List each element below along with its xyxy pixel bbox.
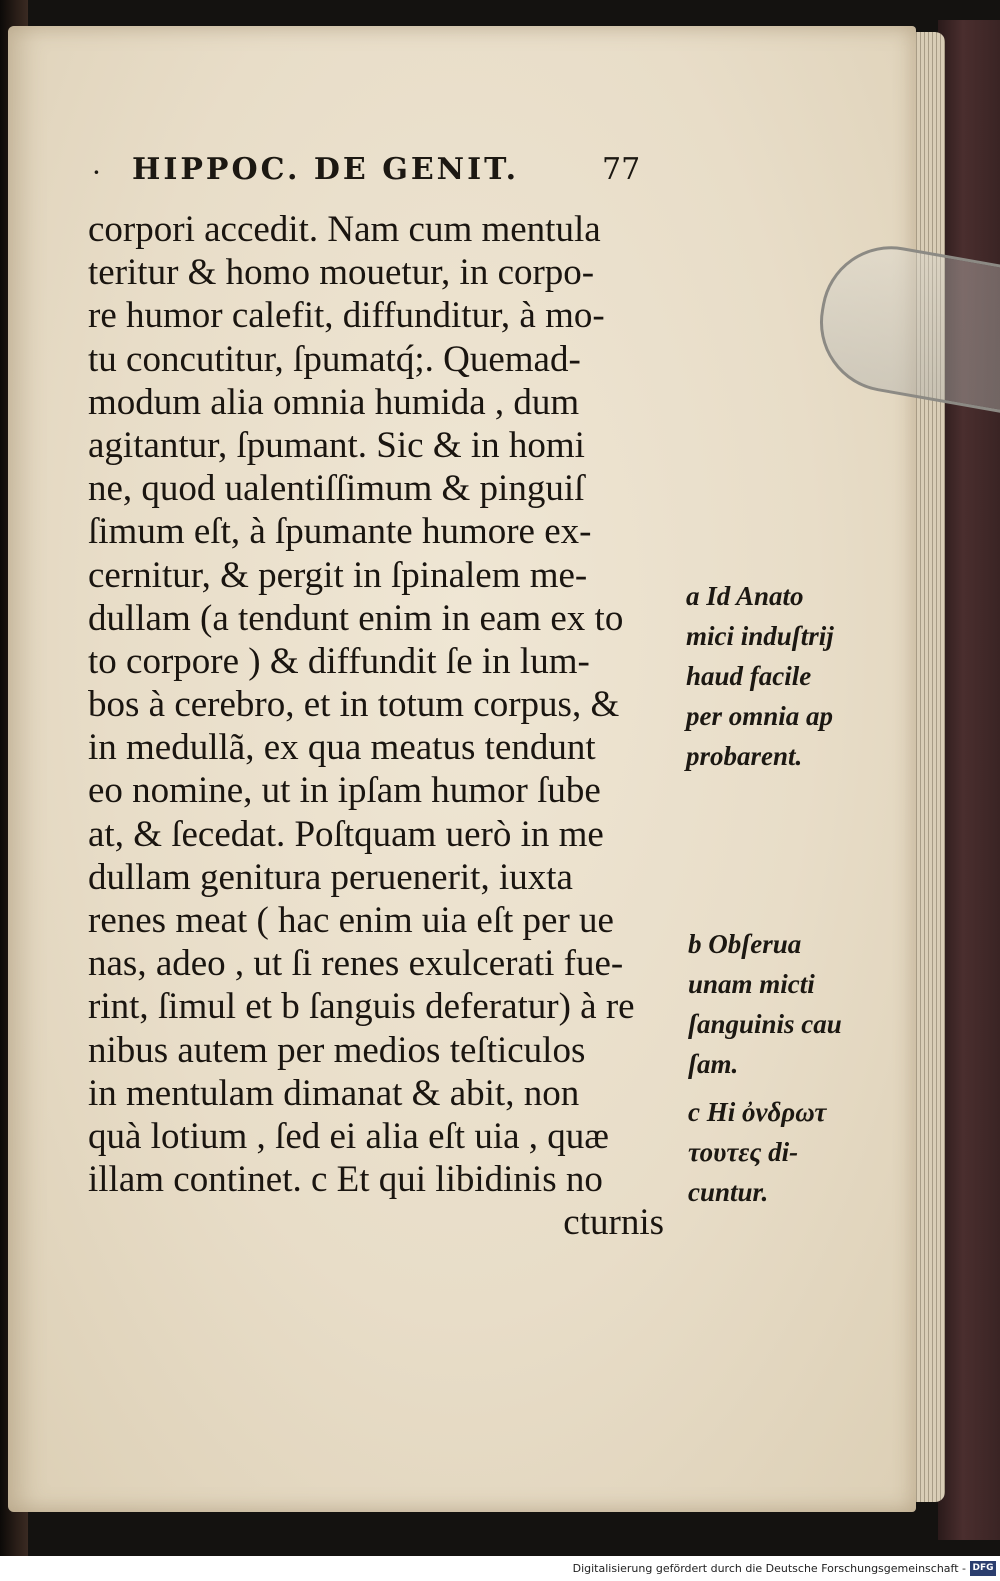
text-line: bos à cerebro, et in totum corpus, & [88,684,620,726]
margin-note-b [688,924,842,1084]
margin-note-line: unam micti [688,969,815,999]
margin-note-line: b Obſerua [688,929,802,959]
catchword: cturnis [563,1202,664,1244]
running-head-ornament: · [92,156,101,189]
text-line: nibus autem per medios teſticulos [88,1029,586,1071]
margin-note-c [688,1092,826,1212]
margin-note-line: mici induſtrij [686,621,834,651]
margin-note-a [686,576,834,776]
text-line: dullam genitura peruenerit, iuxta [88,856,573,898]
text-line: dullam (a tendunt enim in eam ex to [88,597,624,639]
margin-note-line: haud facile [686,661,812,691]
running-head-title: HIPPOC. DE GENIT. [132,152,520,187]
text-line: corpori accedit. Nam cum mentula [88,209,601,250]
margin-note-line: ſam. [688,1049,739,1079]
text-line: renes meat ( hac enim uia eſt per ue [88,900,614,941]
text-line: teritur & homo mouetur, in corpo- [88,252,595,294]
main-text-block [88,208,688,1245]
margin-note-line: per omnia ap [686,701,834,731]
text-line: to corpore ) & diffundit ſe in lum- [88,640,590,682]
margin-note-line: probarent. [686,741,803,771]
text-line: agitantur, ſpumant. Sic & in homi [88,424,585,466]
running-head [92,150,652,190]
text-line: ſimum eſt, à ſpumante humore ex- [88,511,592,553]
text-line: in medullã, ex qua meatus tendunt [88,727,596,769]
text-line: re humor calefit, diffunditur, à mo- [88,295,605,337]
page-number: 77 [602,152,641,187]
digitization-credit: Digitalisierung gefördert durch die Deutsche Forschungsgemeinschaft - [572,1562,966,1575]
dfg-logo: DFG [970,1561,996,1576]
text-line: ne, quod ualentiſſimum & pinguiſ [88,468,585,510]
margin-note-line: ſanguinis cau [688,1009,842,1039]
text-line: at, & ſecedat. Poſtquam uerò in me [88,813,604,855]
book-cover-right [938,20,1000,1540]
margin-note-line: τουτες di- [688,1137,799,1167]
text-line: modum alia omnia humida , dum [88,381,580,423]
margin-note-line: cuntur. [688,1177,769,1207]
margin-note-line: a Id Anato [686,581,804,611]
text-line: quà lotium , ſed ei alia eſt uia , quæ [88,1115,609,1157]
text-line: rint, ſimul et b ſanguis deferatur) à re [88,986,635,1028]
text-line: nas, adeo , ut ſi renes exulcerati fue- [88,943,624,985]
text-line: in mentulam dimanat & abit, non [88,1072,580,1114]
margin-note-line: c Hi ὀνδρωτ [688,1097,827,1127]
text-line: illam continet. c Et qui libidinis no [88,1159,603,1201]
text-line: cernitur, & pergit in ſpinalem me- [88,554,588,596]
text-line: tu concutitur, ſpumatq́;. Quemad- [88,338,581,380]
text-line: eo nomine, ut in ipſam humor ſube [88,770,601,812]
